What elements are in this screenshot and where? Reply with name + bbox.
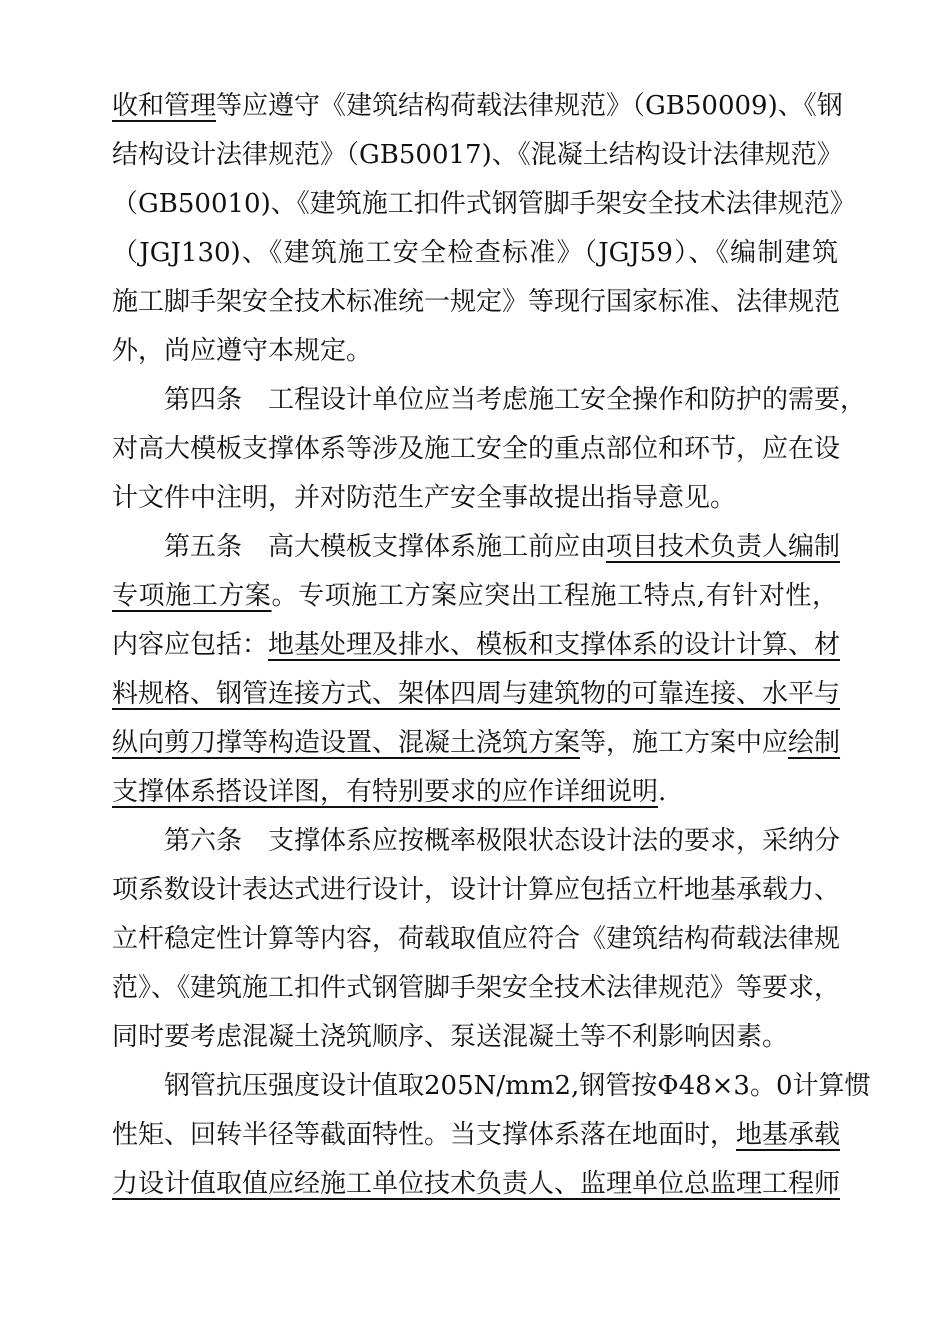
underlined-text: 地基处理及排水、模板和支撑体系的设计计算、材 [268, 630, 841, 660]
underlined-text: 支撑体系搭设详图，有特别要求的应作详细说明 [112, 777, 659, 807]
text-line [112, 186, 856, 235]
text-segment: 等，施工方案中应 [580, 728, 789, 758]
text-segment: 钢管抗压强度设计值取205N/mm2,钢管按Φ48×3。0计算惯 [164, 1071, 871, 1101]
underlined-text: 地基承载 [736, 1120, 841, 1150]
text-segment: 第六条 支撑体系应按概率极限状态设计法的要求，采纳分 [164, 826, 841, 856]
text-line [112, 725, 841, 774]
text-line [112, 382, 867, 431]
underlined-text: 纵向剪刀撑等构造设置、混凝土浇筑方案 [112, 728, 581, 758]
text-line [112, 284, 841, 333]
text-line [112, 88, 843, 137]
underlined-text: 料规格、钢管连接方式、架体四周与建筑物的可靠连接、水平与 [112, 679, 841, 709]
text-line [112, 627, 841, 676]
text-segment: 第五条 高大模板支撑体系施工前应由 [164, 532, 607, 562]
text-segment: 等应遵守《建筑结构荷载法律规范》（GB50009)、《钢 [216, 91, 843, 121]
text-line [112, 970, 841, 1019]
text-line [112, 1166, 841, 1215]
text-line [112, 235, 838, 284]
document-page [112, 88, 871, 1215]
underlined-text: 专项施工方案 [112, 581, 272, 611]
underlined-text: 收和管理 [112, 91, 217, 121]
text-segment: 结构设计法律规范》（GB50017)、《混凝土结构设计法律规范》 [112, 140, 843, 170]
underlined-text: 力设计值取值应经施工单位技术负责人、监理单位总监理工程师 [112, 1169, 841, 1199]
text-line [112, 921, 841, 970]
text-line [112, 1068, 871, 1117]
text-segment: 同时要考虑混凝土浇筑顺序、泵送混凝土等不利影响因素。 [112, 1022, 789, 1052]
text-segment: 计文件中注明，并对防范生产安全事故提出指导意见。 [112, 483, 737, 513]
text-segment: . [658, 777, 667, 807]
text-segment: 。专项施工方案应突出工程施工特点,有针对性， [271, 581, 838, 611]
text-segment: 施工脚手架安全技术标准统一规定》等现行国家标准、法律规范 [112, 287, 841, 317]
text-line [112, 137, 843, 186]
text-line [112, 529, 841, 578]
text-segment: 性矩、回转半径等截面特性。当支撑体系落在地面时， [112, 1120, 737, 1150]
document-body [112, 88, 871, 1215]
text-segment: 立杆稳定性计算等内容，荷载取值应符合《建筑结构荷载法律规 [112, 924, 841, 954]
text-line [112, 480, 838, 529]
text-segment: 项系数设计表达式进行设计，设计计算应包括立杆地基承载力、 [112, 875, 841, 905]
text-line [112, 872, 841, 921]
text-segment: 对高大模板支撑体系等涉及施工安全的重点部位和环节，应在设 [112, 434, 841, 464]
text-line [112, 823, 841, 872]
text-segment: （JGJ130)、《建筑施工安全检查标准》（JGJ59）、《编制建筑 [112, 238, 838, 268]
text-line [112, 1019, 838, 1068]
text-line [112, 676, 841, 725]
underlined-text: 绘制 [788, 728, 841, 758]
text-line [112, 578, 838, 627]
text-line [112, 333, 838, 382]
text-segment: 内容应包括： [112, 630, 269, 660]
text-line [112, 1117, 841, 1166]
text-segment: 外，尚应遵守本规定。 [112, 336, 373, 366]
underlined-text: 项目技术负责人编制 [606, 532, 841, 562]
text-line [112, 774, 838, 823]
text-segment: （GB50010)、《建筑施工扣件式钢管脚手架安全技术法律规范》 [112, 189, 856, 219]
text-segment: 第四条 工程设计单位应当考虑施工安全操作和防护的需要， [164, 385, 867, 415]
text-line [112, 431, 841, 480]
text-segment: 范》、《建筑施工扣件式钢管脚手架安全技术法律规范》等要求， [112, 973, 841, 1003]
